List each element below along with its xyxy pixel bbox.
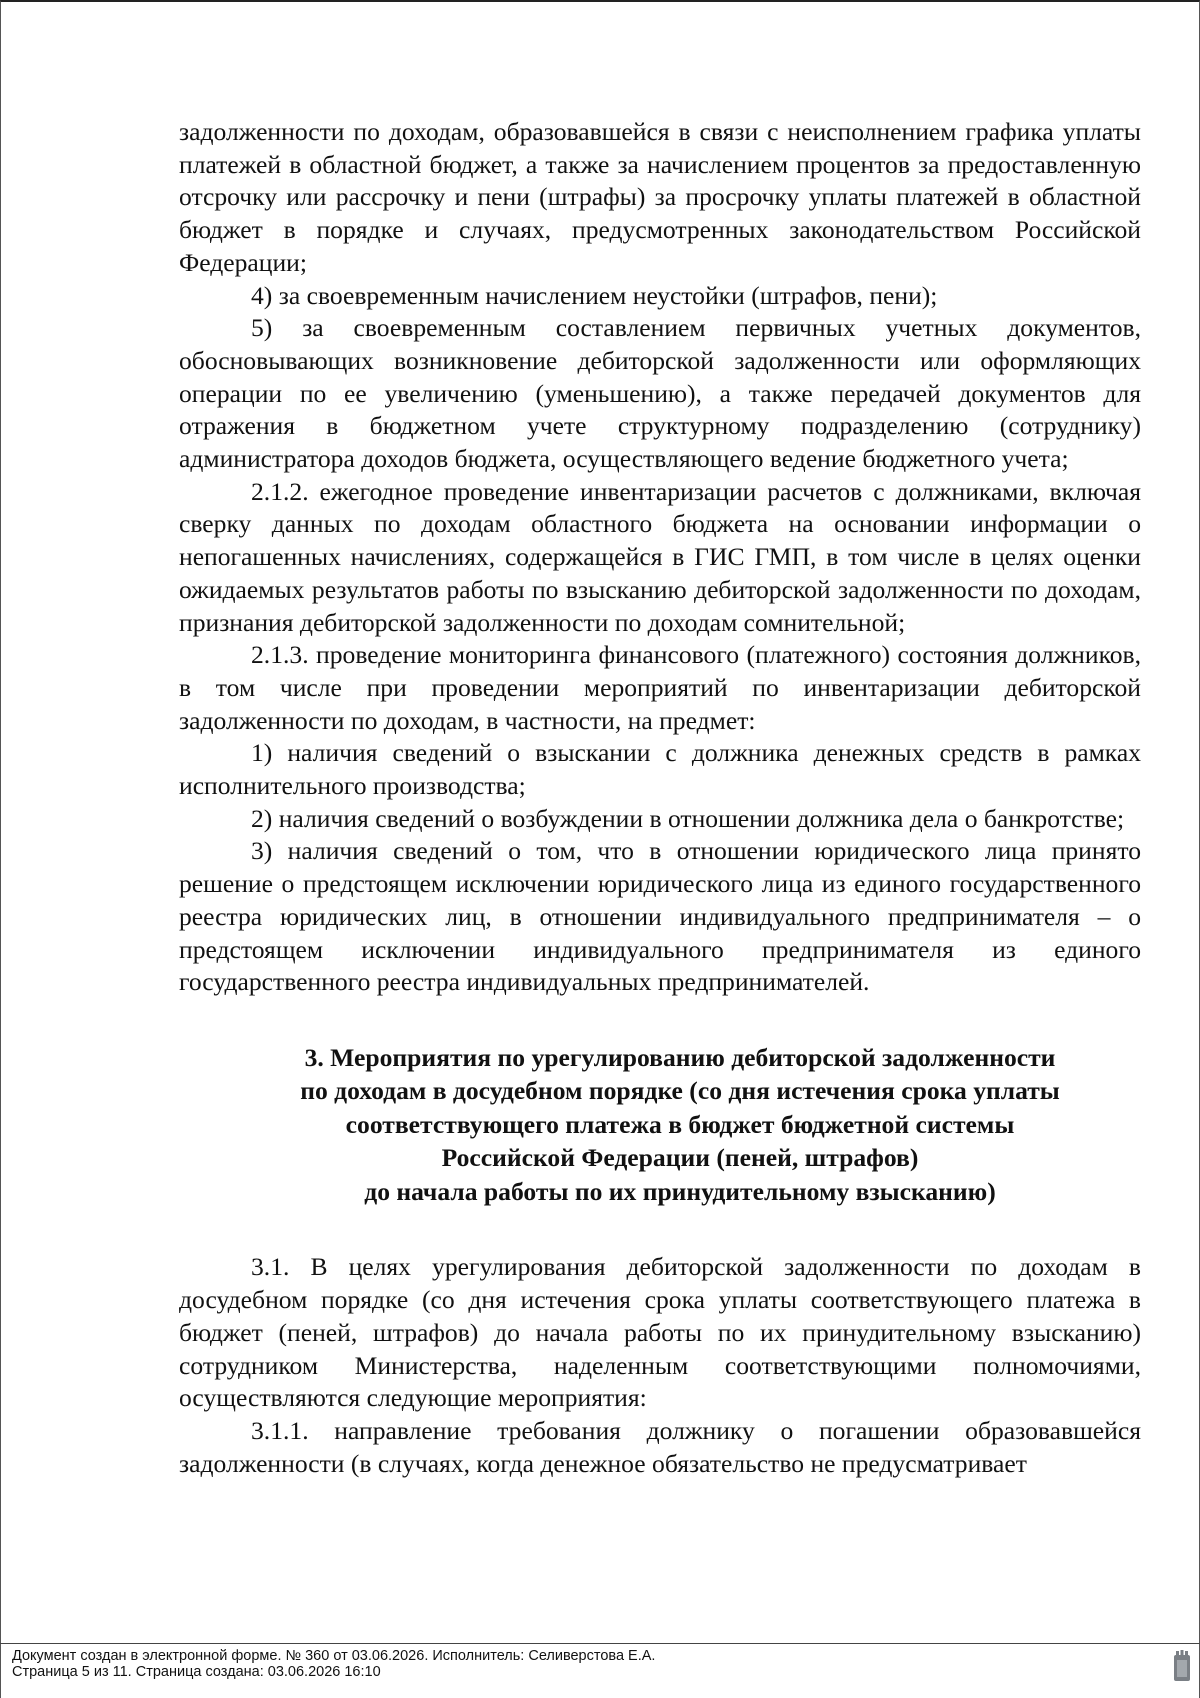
paragraphs-after-heading	[179, 1251, 1141, 1480]
heading-line: 3. Мероприятия по урегулированию дебиторской задолженности	[304, 1042, 1056, 1072]
paragraph: 3.1. В целях урегулирования дебиторской задолженности по доходам в досудебном порядке (со дня истечения срока уплаты соответствующего платежа в бюджет (пеней, штрафов) до начала работы по их принудительному взысканию) сотрудником Министерства, наделенным соответствующими полномочиями, осуществляются следующие мероприятия:	[179, 1252, 1141, 1413]
footer-line-2: Страница 5 из 11. Страница создана: 03.06.2026 16:10	[12, 1664, 381, 1680]
heading-line: Российской Федерации (пеней, штрафов)	[441, 1143, 919, 1173]
footer-line-1: Документ создан в электронной форме. № 360 от 03.06.2026. Исполнитель: Селиверстова Е.А.	[12, 1648, 656, 1664]
paragraph: 1) наличия сведений о взыскании с должника денежных средств в рамках исполнительного производства;	[179, 738, 1141, 801]
document-body	[179, 116, 1141, 1480]
document-stamp-icon	[1173, 1650, 1191, 1682]
paragraph: 5) за своевременным составлением первичных учетных документов, обосновывающих возникновение дебиторской задолженности или оформляющих операции по ее увеличению (уменьшению), а также передачей документов для отражения в бюджетном учете структурному подразделению (сотруднику) администратора доходов бюджета, осуществляющего ведение бюджетного учета;	[179, 313, 1141, 474]
paragraph: 3) наличия сведений о том, что в отношении юридического лица принято решение о предстоящем исключении юридического лица из единого государственного реестра юридических лиц, в отношении индивидуального предпринимателя – о предстоящем исключении индивидуального предпринимателя из единого государственного реестра индивидуальных предпринимателей.	[179, 836, 1141, 997]
paragraph: 2.1.2. ежегодное проведение инвентаризации расчетов с должниками, включая сверку данных по доходам областного бюджета на основании информации о непогашенных начислениях, содержащейся в ГИС ГМП, в том числе в целях оценки ожидаемых результатов работы по взысканию дебиторской задолженности по доходам, признания дебиторской задолженности по доходам сомнительной;	[179, 476, 1141, 637]
heading-line: до начала работы по их принудительному взысканию)	[364, 1176, 996, 1206]
paragraph: 3.1.1. направление требования должнику о погашении образовавшейся задолженности (в случаях, когда денежное обязательство не предусматривает	[179, 1416, 1141, 1478]
heading-line: по доходам в досудебном порядке (со дня истечения срока уплаты	[300, 1076, 1060, 1106]
footer-divider	[0, 1643, 1200, 1644]
footer	[12, 1648, 655, 1680]
paragraph: 4) за своевременным начислением неустойки (штрафов, пени);	[251, 280, 938, 310]
heading-line: соответствующего платежа в бюджет бюджетной системы	[345, 1109, 1015, 1139]
section-heading	[179, 1041, 1141, 1209]
paragraph: 2.1.3. проведение мониторинга финансового (платежного) состояния должников, в том числе при проведении мероприятий по инвентаризации дебиторской задолженности по доходам, в частности, на предмет:	[179, 640, 1141, 735]
paragraphs-before-heading	[179, 116, 1141, 999]
paragraph: задолженности по доходам, образовавшейся в связи с неисполнением графика уплаты платежей в областной бюджет, а также за начислением процентов за предоставленную отсрочку или рассрочку и пени (штрафы) за просрочку уплаты платежей в областной бюджет в порядке и случаях, предусмотренных законодательством Российской Федерации;	[179, 117, 1141, 277]
paragraph: 2) наличия сведений о возбуждении в отношении должника дела о банкротстве;	[251, 803, 1125, 833]
